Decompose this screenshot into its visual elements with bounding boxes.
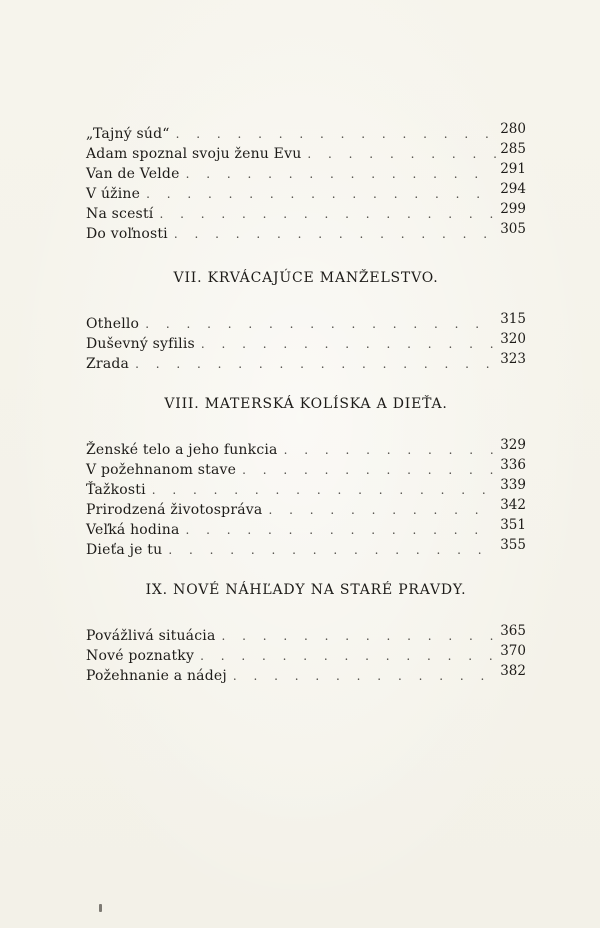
section-viii xyxy=(86,437,526,560)
toc-entry xyxy=(86,141,526,164)
table-of-contents xyxy=(86,121,526,686)
entry-title: „Tajný súd“ xyxy=(86,126,170,142)
entry-page-number: 342 xyxy=(500,497,526,513)
dot-leader xyxy=(268,500,496,520)
entry-title: Ťažkosti xyxy=(86,482,146,498)
toc-entry xyxy=(86,477,526,500)
entry-title: Prirodzená životospráva xyxy=(86,502,263,518)
dot-leader xyxy=(168,540,496,560)
entry-page-number: 280 xyxy=(500,121,526,137)
dot-leader xyxy=(284,440,496,460)
toc-entry xyxy=(86,623,526,646)
dot-leader xyxy=(152,480,496,500)
entry-title: Nové poznatky xyxy=(86,648,195,664)
entry-title: Van de Velde xyxy=(86,166,180,182)
entry-title: Dieťa je tu xyxy=(86,542,163,558)
entry-title: V úžine xyxy=(86,186,141,202)
toc-entry xyxy=(86,437,526,460)
entry-page-number: 329 xyxy=(500,437,526,453)
entry-title: Othello xyxy=(86,316,140,332)
entry-page-number: 315 xyxy=(500,311,526,327)
entry-title: V požehnanom stave xyxy=(86,462,237,478)
dot-leader xyxy=(146,184,496,204)
entry-page-number: 285 xyxy=(500,141,526,157)
toc-entry xyxy=(86,457,526,480)
toc-entry xyxy=(86,331,526,354)
toc-entry xyxy=(86,497,526,520)
entry-title: Zrada xyxy=(86,356,130,372)
dot-leader xyxy=(186,164,496,184)
toc-entry xyxy=(86,161,526,184)
entry-page-number: 339 xyxy=(500,477,526,493)
toc-entry xyxy=(86,663,526,686)
dot-leader xyxy=(176,124,496,144)
dot-leader xyxy=(242,460,496,480)
entry-title: Povážlivá situácia xyxy=(86,628,216,644)
toc-entry xyxy=(86,221,526,244)
dot-leader xyxy=(159,204,496,224)
entry-title: Ženské telo a jeho funkcia xyxy=(86,442,278,458)
entry-title: Adam spoznal svoju ženu Evu xyxy=(86,146,302,162)
dot-leader xyxy=(222,626,497,646)
dot-leader xyxy=(307,144,496,164)
toc-entry xyxy=(86,643,526,666)
dot-leader xyxy=(233,666,496,686)
toc-entry xyxy=(86,181,526,204)
section-vii xyxy=(86,311,526,374)
entry-title: Požehnanie a nádej xyxy=(86,668,227,684)
entry-page-number: 323 xyxy=(500,351,526,367)
section-heading-viii: VIII. MATERSKÁ KOLÍSKA A DIEŤA. xyxy=(164,396,448,412)
entry-page-number: 370 xyxy=(500,643,526,659)
entry-title: Veľká hodina xyxy=(86,522,180,538)
dot-leader xyxy=(200,646,496,666)
entry-page-number: 320 xyxy=(500,331,526,347)
toc-entry xyxy=(86,121,526,144)
entry-page-number: 299 xyxy=(500,201,526,217)
toc-entry xyxy=(86,517,526,540)
section-heading-vii: VII. KRVÁCAJÚCE MANŽELSTVO. xyxy=(173,270,439,286)
dot-leader xyxy=(135,354,496,374)
dot-leader xyxy=(174,224,496,244)
entry-page-number: 365 xyxy=(500,623,526,639)
toc-entry xyxy=(86,537,526,560)
entry-page-number: 336 xyxy=(500,457,526,473)
section-ix xyxy=(86,623,526,686)
toc-entry xyxy=(86,201,526,224)
section-heading-ix: IX. NOVÉ NÁHĽADY NA STARÉ PRAVDY. xyxy=(145,582,467,598)
entry-title: Na scestí xyxy=(86,206,154,222)
entry-page-number: 291 xyxy=(500,161,526,177)
entry-page-number: 355 xyxy=(500,537,526,553)
entry-page-number: 382 xyxy=(500,663,526,679)
toc-entry xyxy=(86,351,526,374)
entry-title: Duševný syfilis xyxy=(86,336,195,352)
entry-page-number: 294 xyxy=(500,181,526,197)
ink-mark xyxy=(99,904,102,912)
dot-leader xyxy=(186,520,496,540)
toc-entry xyxy=(86,311,526,334)
dot-leader xyxy=(145,314,496,334)
entry-page-number: 351 xyxy=(500,517,526,533)
entry-title: Do voľnosti xyxy=(86,226,168,242)
entry-page-number: 305 xyxy=(500,221,526,237)
dot-leader xyxy=(201,334,496,354)
section-intro xyxy=(86,121,526,244)
